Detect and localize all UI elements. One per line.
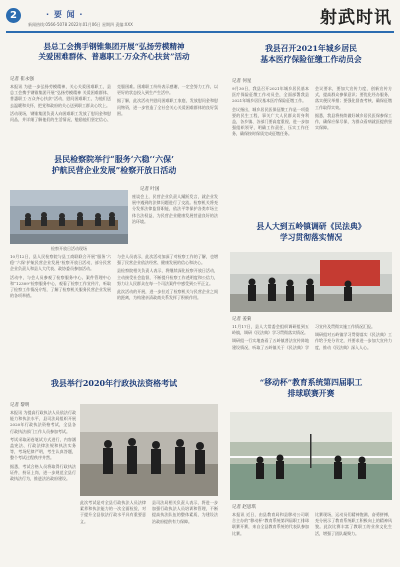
article-2-title-line1: 县民检察院举行“服务‘六稳’‘六保’ xyxy=(54,154,174,164)
article-3-paragraph: 会议要求，要加大宣传力度，创新宣传方式，提高群众参保意识；要优化经办服务，落实便民举措；要强化督查考核，确保征缴工作取得实效。 xyxy=(315,86,392,110)
article-1-paragraph: 活动现场，钢锥集团负责人向困难职工发放了慰问金和慰问品，并详细了解他们的生活情况，勉励他们坚定信心、克服困难。困难职工纷纷表示感谢，一定会努力工作，以更好的状态投入到生产生活中。 xyxy=(10,84,218,122)
article-6-header xyxy=(230,378,392,404)
article-5-paragraph: 考试采取闭卷笔试方式进行，内容涵盖宪法、行政法律法规和执法实务等，考场纪律严明，考生认真答题，整个考试过程秩序井然。 xyxy=(10,436,76,461)
article-5-left-column xyxy=(10,410,76,560)
article-2-title-line2: 护航民营企业发展”检察开放日活动 xyxy=(51,164,177,175)
article-1-paragraph: 据了解，此次活动共慰问困难职工家庭，发放慰问金和慰问物资，进一步营造了全社会关心关爱困难群体的良好氛围。 xyxy=(117,98,218,116)
article-3-paragraph: 9月30日，我县召开2021年城乡居民基本医疗保险征缴工作动员会，全面部署我县2021年城乡居民基本医疗保险征缴工作。 xyxy=(232,86,309,104)
article-5-photo xyxy=(80,404,218,496)
article-2-byline: 记者 叶国 xyxy=(140,187,160,192)
article-2-paragraph: 10月12日，县人民检察院与县工商联联合开展“服务‘六稳’‘六保’护航民营企业发展”检察开放日活动，部分民营企业负责人和县人大代表、政协委员参加活动。 xyxy=(10,254,111,272)
article-1-paragraph: 本报讯 为进一步弘扬劳模精神，关心关爱困难职工，县总工会携手钢锥集团开展“弘扬劳模精神 关爱困难群体、普惠职工·万众齐心扶贫”活动，慰问困难职工，为他们送去温暖和关怀，把党和政府的关心送到职工群众心坎上。 xyxy=(10,84,111,108)
article-5-body xyxy=(80,500,218,560)
article-2-paragraph: 县检察院相关负责人表示，将继续深化检察开放日活动，主动接受社会监督，不断提升检察工作透明度和公信力，努力让人民群众在每一个司法案件中感受到公平正义。 xyxy=(117,268,218,286)
article-4-photo xyxy=(230,252,392,312)
article-1-byline: 记者 崔永强 xyxy=(10,77,34,82)
article-5-paragraph: 据悉，考试合格人员将取得行政执法证件，持证上岗，进一步规范全县行政执法行为，推进法治政府建设。 xyxy=(10,463,76,481)
article-5-paragraph: 县司法局相关负责人表示，将进一步加强行政执法人员培训和管理，不断提高执法队伍的整体素质，为建设法治政府提供有力保障。 xyxy=(152,500,218,524)
article-3-paragraph: 据悉，我县将持续做好城乡居民医保参保工作，确保应保尽保，为群众看病就医提供坚实保障。 xyxy=(315,112,392,131)
article-5-header xyxy=(10,378,218,392)
masthead xyxy=(0,0,400,34)
article-2-header xyxy=(10,154,218,180)
section-name: · 要 闻 · xyxy=(46,10,84,19)
article-4-paragraph: 11月17日，县人大常委会组织调研组到五岭镇，调研《民法典》学习贯彻落实情况。 xyxy=(232,324,309,336)
volleyball-court-image xyxy=(230,412,392,500)
article-6-title-line2: 排球联赛开赛 xyxy=(287,388,335,398)
article-6-title-line1: “移动杯”教育系统第四届职工 xyxy=(259,378,363,387)
article-4-header xyxy=(230,222,392,246)
article-4-byline: 记者 姜菊 xyxy=(232,317,252,322)
article-3-body xyxy=(232,86,392,200)
article-2-paragraph: 活动中，与会人员参观了检察服务中心、案件管理中心和“12309”检察服务中心，观看了检察工作宣传片，听取了检察工作情况介绍，了解了检察机关服务民营企业发展的各项举措。 xyxy=(10,274,111,299)
article-6-paragraph: 本报讯 近日，由县教育局和县移动公司联合主办的“移动杯”教育系统第四届职工排球联赛开赛，来自全县教育系统的代表队参加比赛。 xyxy=(232,512,309,536)
article-1-header xyxy=(10,42,218,72)
article-4-paragraph: 调研组对五岭镇学习贯彻落实《民法典》工作给予充分肯定，并要求进一步加大宣传力度，推动《民法典》深入人心。 xyxy=(315,332,392,350)
article-6-photo xyxy=(230,412,392,500)
article-4-paragraph: 调研组一行实地查看了五岭镇普法宣传阵地建设情况，听取了五岭镇关于《民法典》学习宣传及贯彻实施工作情况汇报。 xyxy=(232,324,375,350)
article-2-paragraph: 此次活动的开展，进一步拉近了检察机关与民营企业之间的距离，为构建亲清政商关系发挥了积极作用。 xyxy=(117,288,218,301)
article-1-title-line1: 县总工会携手钢锥集团开展“弘扬劳模精神 xyxy=(43,42,185,51)
article-3-header xyxy=(230,44,392,70)
article-3-title-line1: 我县召开2021年城乡居民 xyxy=(265,44,357,53)
meeting-room-image xyxy=(10,190,128,244)
article-3-byline: 记者 何星 xyxy=(232,79,252,84)
article-2-paragraph: 座谈会上，民营企业负责人踊跃发言，就企业发展中遇到的法律问题进行了交流。检察机关将充分发挥法律监督职能，依法平等保护各类市场主体合法权益，为民营企业健康发展营造良好的法治环境。 xyxy=(132,194,218,224)
article-2-paragraph: 与会人员表示，此次活动加深了对检察工作的了解，也增强了民营企业依法经营、健康发展的信心和决心。 xyxy=(117,254,218,266)
article-6-paragraph: 比赛现场，运动员们精神饱满，奋勇拼搏，充分展示了教育系统职工积极向上的精神风貌。此次比赛丰富了教职工的业余文化生活，增强了团队凝聚力。 xyxy=(315,512,392,536)
article-4-title-line2: 学习贯彻落实情况 xyxy=(279,232,343,242)
exam-hall-image xyxy=(80,404,218,496)
article-6-body xyxy=(232,512,392,560)
article-5-title: 我县举行2020年行政执法资格考试 xyxy=(50,378,178,388)
issue-info: 新闻热线:0566-5078 2022年01月06日 星期四 责编:XXX xyxy=(28,22,133,27)
newspaper-logo: 射武时讯 xyxy=(320,8,392,28)
page-number: 2 xyxy=(6,8,21,23)
article-3-title-line2: 基本医疗保险征缴工作动员会 xyxy=(260,54,362,64)
masthead-rule xyxy=(6,31,394,33)
article-5-paragraph: 此次考试是对全县行政执法人员法律素养和执法能力的一次全面检验，对于提升全县依法行政水平具有重要意义。 xyxy=(80,500,146,524)
article-2-photo-caption: 检察开放日活动现场 xyxy=(51,246,87,251)
article-2-body xyxy=(10,254,218,326)
article-4-body xyxy=(232,324,392,368)
article-1-body xyxy=(10,84,218,156)
article-5-paragraph: 本报讯 为提高行政执法人员依法行政能力和执法水平，县司法局组织开展2020年行政执法资格考试，全县各行政执法部门工作人员参加考试。 xyxy=(10,410,76,434)
article-6-byline: 记者 赵思琪 xyxy=(232,505,256,510)
article-2-photo xyxy=(10,190,128,244)
article-4-title-line1: 县人大到五岭镇调研《民法典》 xyxy=(256,222,366,231)
article-3-paragraph: 会议指出，城乡居民医保征缴工作是一项重要的民生工程，事关广大人民群众切身利益，各乡镇、各部门要高度重视，进一步加强组织领导，明确工作责任，压实工作任务，确保按时保质完成征缴任务。 xyxy=(232,106,309,137)
article-5-byline: 记者 黎明 xyxy=(10,403,30,408)
outdoor-visit-image xyxy=(230,252,392,312)
article-1-title-line2: 关爱困难群体、普惠职工·万众齐心扶贫”活动 xyxy=(38,52,190,62)
article-2-side-column xyxy=(132,194,218,252)
